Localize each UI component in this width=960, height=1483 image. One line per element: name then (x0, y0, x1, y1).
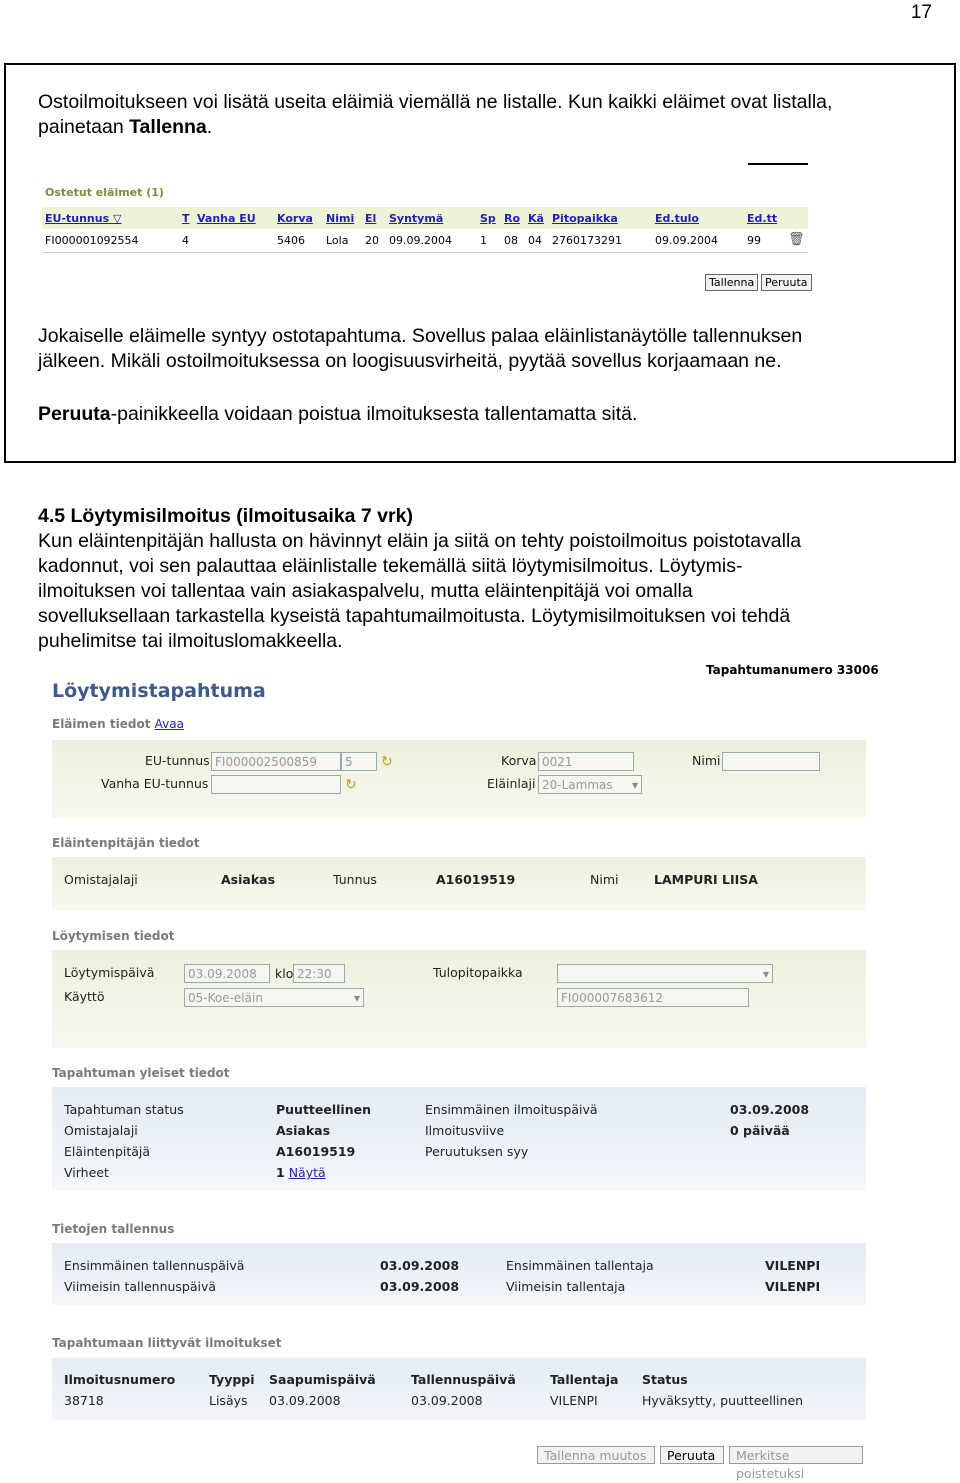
box-p1-text: Ostoilmoitukseen voi lisätä useita eläimiä viemällä ne listalle. Kun kaikki eläimet ovat listalla, painetaan (38, 91, 833, 138)
box-paragraph-1 (38, 90, 918, 140)
animal-section-label: Eläimen tiedot (52, 717, 151, 731)
col-ka[interactable]: Kä (528, 212, 544, 225)
search-icon[interactable]: ↻ (381, 753, 393, 769)
related-col-header: Tyyppi (209, 1372, 255, 1387)
last-saver-label: Viimeisin tallentaja (506, 1279, 626, 1294)
box-p3-text: -painikkeella voidaan poistua ilmoituksesta tallentamatta sitä. (110, 403, 638, 425)
related-cell: 03.09.2008 (411, 1393, 483, 1408)
type-select[interactable]: 20-Lammas ▾ (538, 775, 642, 794)
status-value: Puutteellinen (276, 1102, 371, 1117)
page-number: 17 (910, 2, 932, 23)
keeper-name-label: Nimi (590, 872, 619, 887)
section-line: kadonnut, voi sen palauttaa eläinlistalle tekemällä siitä löytymisilmoitus. Löytymis- (38, 555, 743, 577)
table-row (42, 230, 808, 253)
col-holding[interactable]: Pitopaikka (552, 212, 618, 225)
old-eu-label: Vanha EU-tunnus (101, 776, 209, 791)
section-line: ilmoituksen voi tallentaa vain asiakaspalvelu, mutta eläintenpitäjä voi omalla (38, 580, 693, 602)
related-cell: 03.09.2008 (269, 1393, 341, 1408)
section-heading: 4.5 Löytymisilmoitus (ilmoitusaika 7 vrk) (38, 505, 413, 527)
owner-type-label: Omistajalaji (64, 872, 138, 887)
last-save-label: Viimeisin tallennuspäivä (64, 1279, 217, 1294)
divider-line (748, 163, 808, 165)
section-4-5 (38, 504, 938, 654)
section-line: sovelluksellaan tarkastella kyseistä tapahtumailmoitusta. Löytymisilmoituksen voi tehdä (38, 605, 791, 627)
related-col-header: Saapumispäivä (269, 1372, 376, 1387)
ear-input[interactable]: 0021 (538, 752, 634, 771)
cell: FI000001092554 (45, 234, 139, 247)
cancel-reason-label: Peruutuksen syy (425, 1144, 529, 1159)
trash-icon[interactable]: 🗑 (788, 232, 805, 247)
related-cell: Hyväksytty, puutteellinen (642, 1393, 804, 1408)
box-p2-line1: Jokaiselle eläimelle syntyy ostotapahtuma. Sovellus palaa eläinlistanäytölle tallennuksen (38, 325, 803, 347)
save-button[interactable]: Tallenna (705, 274, 758, 291)
col-el[interactable]: El (365, 212, 377, 225)
found-date-input[interactable]: 03.09.2008 (184, 964, 270, 983)
related-col-header: Ilmoitusnumero (64, 1372, 176, 1387)
id-label: Tunnus (333, 872, 377, 887)
cell: 5406 (277, 234, 305, 247)
related-band (52, 1358, 866, 1420)
cell: 1 (480, 234, 487, 247)
origin-code-input[interactable]: FI000007683612 (557, 988, 749, 1007)
form-title: Löytymistapahtuma (52, 680, 266, 702)
name-input[interactable] (722, 752, 820, 771)
eu-check-input[interactable]: 5 (341, 752, 377, 771)
col-prev-arrival[interactable]: Ed.tulo (655, 212, 699, 225)
col-sp[interactable]: Sp (480, 212, 496, 225)
save-band (52, 1243, 866, 1305)
keeper-name-value: LAMPURI LIISA (654, 872, 758, 887)
owner-type2-label: Omistajalaji (64, 1123, 138, 1138)
first-save-label: Ensimmäinen tallennuspäivä (64, 1258, 245, 1273)
last-save-value: 03.09.2008 (380, 1279, 460, 1294)
ear-label: Korva (501, 753, 537, 768)
time-label: klo (275, 966, 294, 981)
box-p1-bold: Tallenna (129, 116, 207, 138)
name-label: Nimi (692, 753, 721, 768)
origin-label: Tulopitopaikka (433, 965, 523, 980)
box-paragraph-2 (38, 324, 938, 374)
search-icon[interactable]: ↻ (345, 776, 357, 792)
id-value: A16019519 (436, 872, 516, 887)
keeper-value: A16019519 (276, 1144, 356, 1159)
usage-select[interactable]: 05-Koe-eläin ▾ (184, 988, 364, 1007)
first-report-value: 03.09.2008 (730, 1102, 810, 1117)
save-section-title: Tietojen tallennus (52, 1222, 175, 1236)
cell: 4 (182, 234, 189, 247)
cell: 20 (365, 234, 379, 247)
bought-animals-header (42, 207, 808, 229)
cell: 09.09.2004 (655, 234, 718, 247)
related-col-header: Tallennuspäivä (411, 1372, 516, 1387)
section-line: Kun eläintenpitäjän hallusta on hävinnyt eläin ja siitä on tehty poistoilmoitus poistotavalla (38, 530, 802, 552)
col-prev-tt[interactable]: Ed.tt (747, 212, 778, 225)
box-p1-end: . (206, 116, 213, 138)
cell: Lola (326, 234, 349, 247)
cell: 04 (528, 234, 542, 247)
cancel-button[interactable]: Peruuta (761, 274, 812, 291)
cancel-button[interactable]: Peruuta (660, 1446, 724, 1464)
related-cell: Lisäys (209, 1393, 248, 1408)
save-changes-button[interactable]: Tallenna muutos (537, 1446, 655, 1464)
type-label: Eläinlaji (487, 776, 536, 791)
found-section-title: Löytymisen tiedot (52, 929, 175, 943)
related-cell: 38718 (64, 1393, 104, 1408)
errors-value (276, 1165, 326, 1180)
bought-animals-title: Ostetut eläimet (1) (45, 186, 164, 199)
delay-label: Ilmoitusviive (425, 1123, 505, 1138)
related-col-header: Status (642, 1372, 688, 1387)
errors-label: Virheet (64, 1165, 109, 1180)
cell: 2760173291 (552, 234, 622, 247)
col-birth[interactable]: Syntymä (389, 212, 444, 225)
errors-count: 1 (276, 1165, 285, 1180)
eu-input[interactable]: FI000002500859 (211, 752, 341, 771)
first-saver-label: Ensimmäinen tallentaja (506, 1258, 654, 1273)
related-cell: VILENPI (550, 1393, 598, 1408)
box-paragraph-3 (38, 402, 938, 427)
show-errors-link[interactable]: Näytä (288, 1165, 326, 1180)
cell: 08 (504, 234, 518, 247)
cell: 99 (747, 234, 761, 247)
col-ro[interactable]: Ro (504, 212, 521, 225)
box-p3-bold: Peruuta (38, 403, 111, 425)
keeper-section-title: Eläintenpitäjän tiedot (52, 836, 200, 850)
eu-label: EU-tunnus (145, 753, 210, 768)
general-section-title: Tapahtuman yleiset tiedot (52, 1066, 230, 1080)
delay-value: 0 päivää (730, 1123, 790, 1138)
open-link[interactable]: Avaa (154, 717, 184, 731)
animal-section-title (52, 717, 184, 731)
col-name[interactable]: Nimi (326, 212, 355, 225)
owner-type-value: Asiakas (221, 872, 276, 887)
box-p2-line2: jälkeen. Mikäli ostoilmoituksessa on loogisuusvirheitä, pyytää sovellus korjaamaan ne. (38, 350, 782, 372)
col-t[interactable]: T (182, 212, 190, 225)
related-col-header: Tallentaja (550, 1372, 619, 1387)
col-eu[interactable]: EU-tunnus ▽ (45, 212, 122, 225)
origin-select[interactable] (557, 964, 773, 983)
first-save-value: 03.09.2008 (380, 1258, 460, 1273)
event-number: Tapahtumanumero 33006 (706, 663, 879, 677)
old-eu-input[interactable] (211, 775, 341, 794)
first-report-label: Ensimmäinen ilmoituspäivä (425, 1102, 598, 1117)
first-saver-value: VILENPI (765, 1258, 821, 1273)
status-label: Tapahtuman status (64, 1102, 184, 1117)
owner-type2-value: Asiakas (276, 1123, 331, 1138)
section-line: puhelimitse tai ilmoituslomakkeella. (38, 630, 343, 652)
last-saver-value: VILENPI (765, 1279, 821, 1294)
related-section-title: Tapahtumaan liittyvät ilmoitukset (52, 1336, 282, 1350)
keeper-label: Eläintenpitäjä (64, 1144, 151, 1159)
found-date-label: Löytymispäivä (64, 965, 155, 980)
col-ear[interactable]: Korva (277, 212, 313, 225)
usage-label: Käyttö (64, 989, 105, 1004)
col-old-eu[interactable]: Vanha EU (197, 212, 256, 225)
mark-deleted-button[interactable]: Merkitse poistetuksi (729, 1446, 863, 1464)
cell: 09.09.2004 (389, 234, 452, 247)
time-input[interactable]: 22:30 (293, 964, 345, 983)
